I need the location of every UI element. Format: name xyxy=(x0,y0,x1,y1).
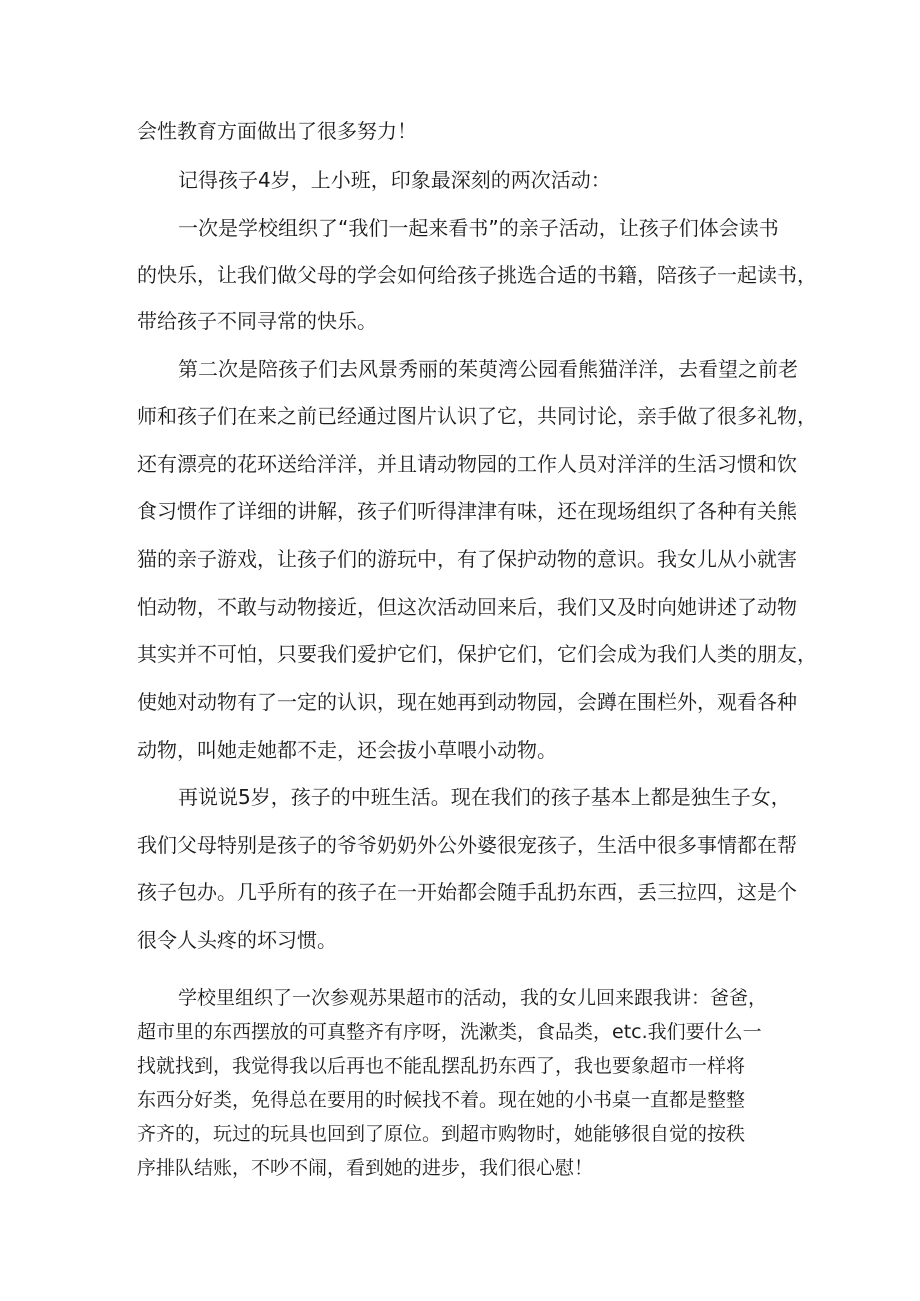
text-line: 东西分好类，免得总在要用的时候找不着。现在她的小书桌一直都是整整 xyxy=(137,1089,746,1111)
text-line: 序排队结账，不吵不闹，看到她的进步，我们很心慰！ xyxy=(137,1157,594,1179)
text-line: 第二次是陪孩子们去风景秀丽的茱萸湾公园看熊猫洋洋，去看望之前老 xyxy=(178,357,798,381)
text-line: 动物，叫她走她都不走，还会拔小草喂小动物。 xyxy=(137,738,557,762)
text-line: 一次是学校组织了“我们一起来看书”的亲子活动，让孩子们体会读书 xyxy=(178,216,779,240)
text-line: 齐齐的，玩过的玩具也回到了原位。到超市购物时，她能够很自觉的按秩 xyxy=(137,1123,746,1145)
text-line: 我们父母特别是孩子的爷爷奶奶外公外婆很宠孩子，生活中很多事情都在帮 xyxy=(137,833,797,857)
text-line: 还有漂亮的花环送给洋洋，并且请动物园的工作人员对洋洋的生活习惯和饮 xyxy=(137,452,797,476)
text-line: 其实并不可怕，只要我们爱护它们，保护它们，它们会成为我们人类的朋友， xyxy=(137,642,817,666)
text-line: 找就找到，我觉得我以后再也不能乱摆乱扔东西了，我也要象超市一样将 xyxy=(137,1055,746,1077)
text-line: 再说说5岁，孩子的中班生活。现在我们的孩子基本上都是独生子女， xyxy=(178,785,791,809)
text-line: 怕动物，不敢与动物接近，但这次活动回来后，我们又及时向她讲述了动物 xyxy=(137,595,797,619)
text-line: 孩子包办。几乎所有的孩子在一开始都会随手乱扔东西，丢三拉四，这是个 xyxy=(137,880,797,904)
text-line: 超市里的东西摆放的可真整齐有序呀，洗漱类，食品类，etc.我们要什么一 xyxy=(137,1021,762,1043)
text-line: 很令人头疼的坏习惯。 xyxy=(137,928,337,952)
text-line: 猫的亲子游戏，让孩子们的游玩中，有了保护动物的意识。我女儿从小就害 xyxy=(137,547,797,571)
text-line: 食习惯作了详细的讲解，孩子们听得津津有味，还在现场组织了各种有关熊 xyxy=(137,499,797,523)
text-line: 记得孩子4岁，上小班，印象最深刻的两次活动： xyxy=(178,168,611,192)
text-line: 的快乐，让我们做父母的学会如何给孩子挑选合适的书籍，陪孩子一起读书， xyxy=(137,263,817,287)
text-line: 师和孩子们在来之前已经通过图片认识了它，共同讨论，亲手做了很多礼物， xyxy=(137,404,817,428)
text-line: 带给孩子不同寻常的快乐。 xyxy=(137,309,377,333)
text-line: 学校里组织了一次参观苏果超市的活动，我的女儿回来跟我讲：爸爸， xyxy=(178,987,768,1009)
text-line: 会性教育方面做出了很多努力！ xyxy=(137,119,417,143)
text-line: 使她对动物有了一定的认识，现在她再到动物园，会蹲在围栏外，观看各种 xyxy=(137,690,797,714)
